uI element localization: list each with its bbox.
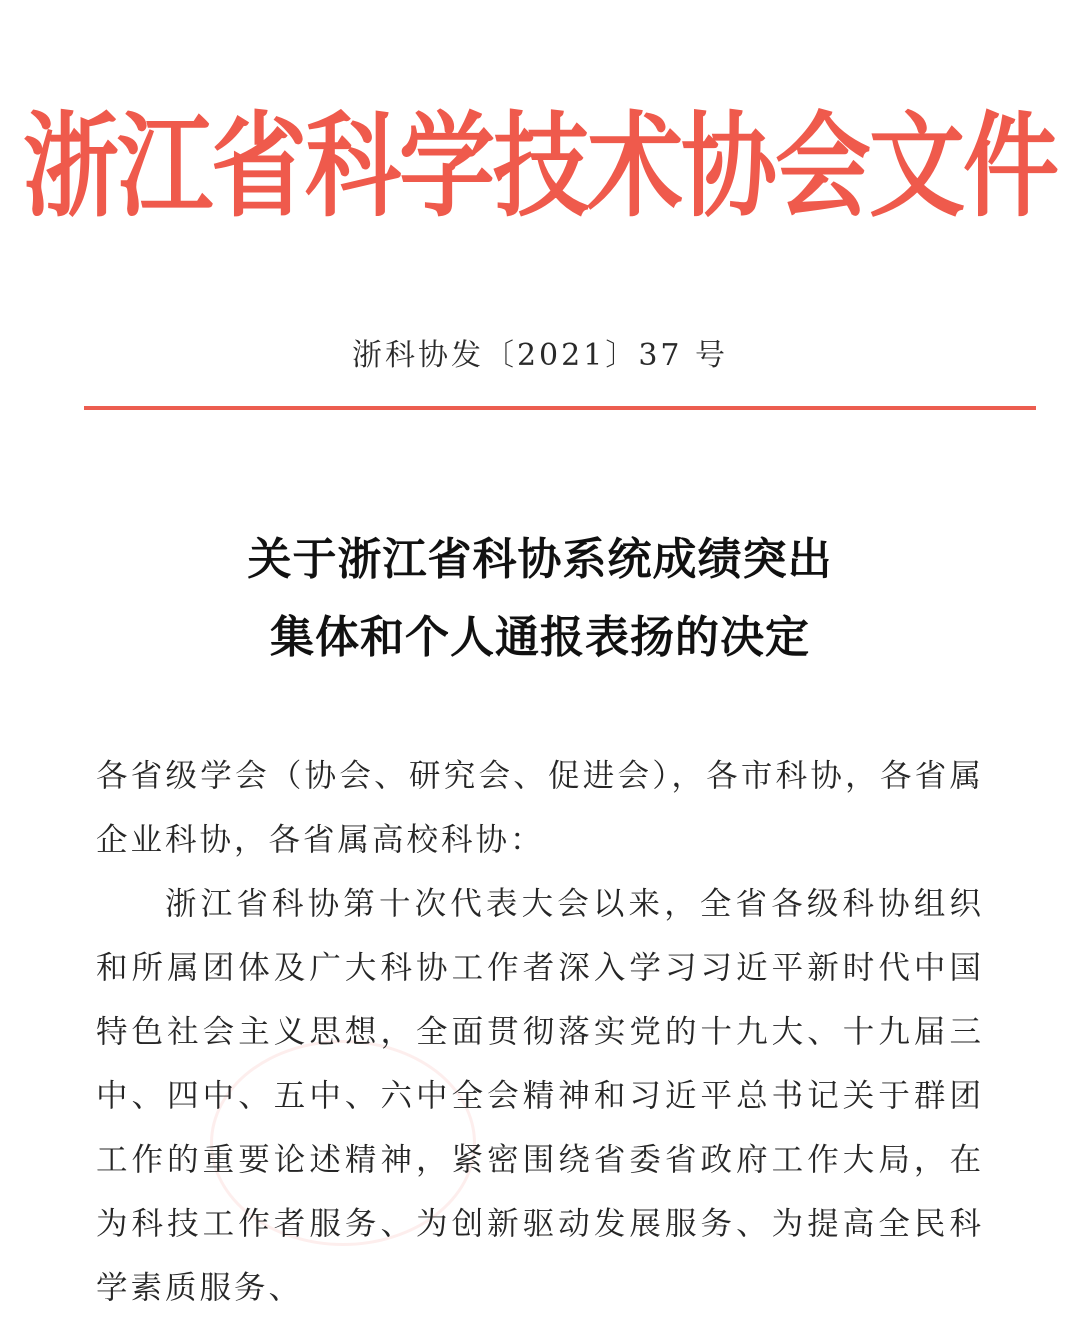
salutation-paragraph: 各省级学会（协会、研究会、促进会），各市科协，各省属企业科协，各省属高校科协： (96, 758, 984, 858)
red-divider-line (84, 406, 1036, 410)
document-title-line-1: 关于浙江省科协系统成绩突出 (247, 534, 833, 585)
document-title-line-2: 集体和个人通报表扬的决定 (270, 612, 810, 663)
document-number: 浙科协发〔2021〕37 号 (351, 338, 729, 373)
document-header-title: 浙江省科学技术协会文件 (23, 99, 1057, 233)
body-paragraph: 浙江省科协第十次代表大会以来，全省各级科协组织和所属团体及广大科协工作者深入学习习近平新时代中国特色社会主义思想，全面贯彻落实党的十九大、十九届三中、四中、五中、六中全会精神和习近平总书记关于群团工作的重要论述精神，紧密围绕省委省政府工作大局，在为科技工作者服务、为创新驱动发展服务、为提高全民科学素质服务、 (96, 886, 984, 1306)
document-body (96, 744, 984, 1320)
